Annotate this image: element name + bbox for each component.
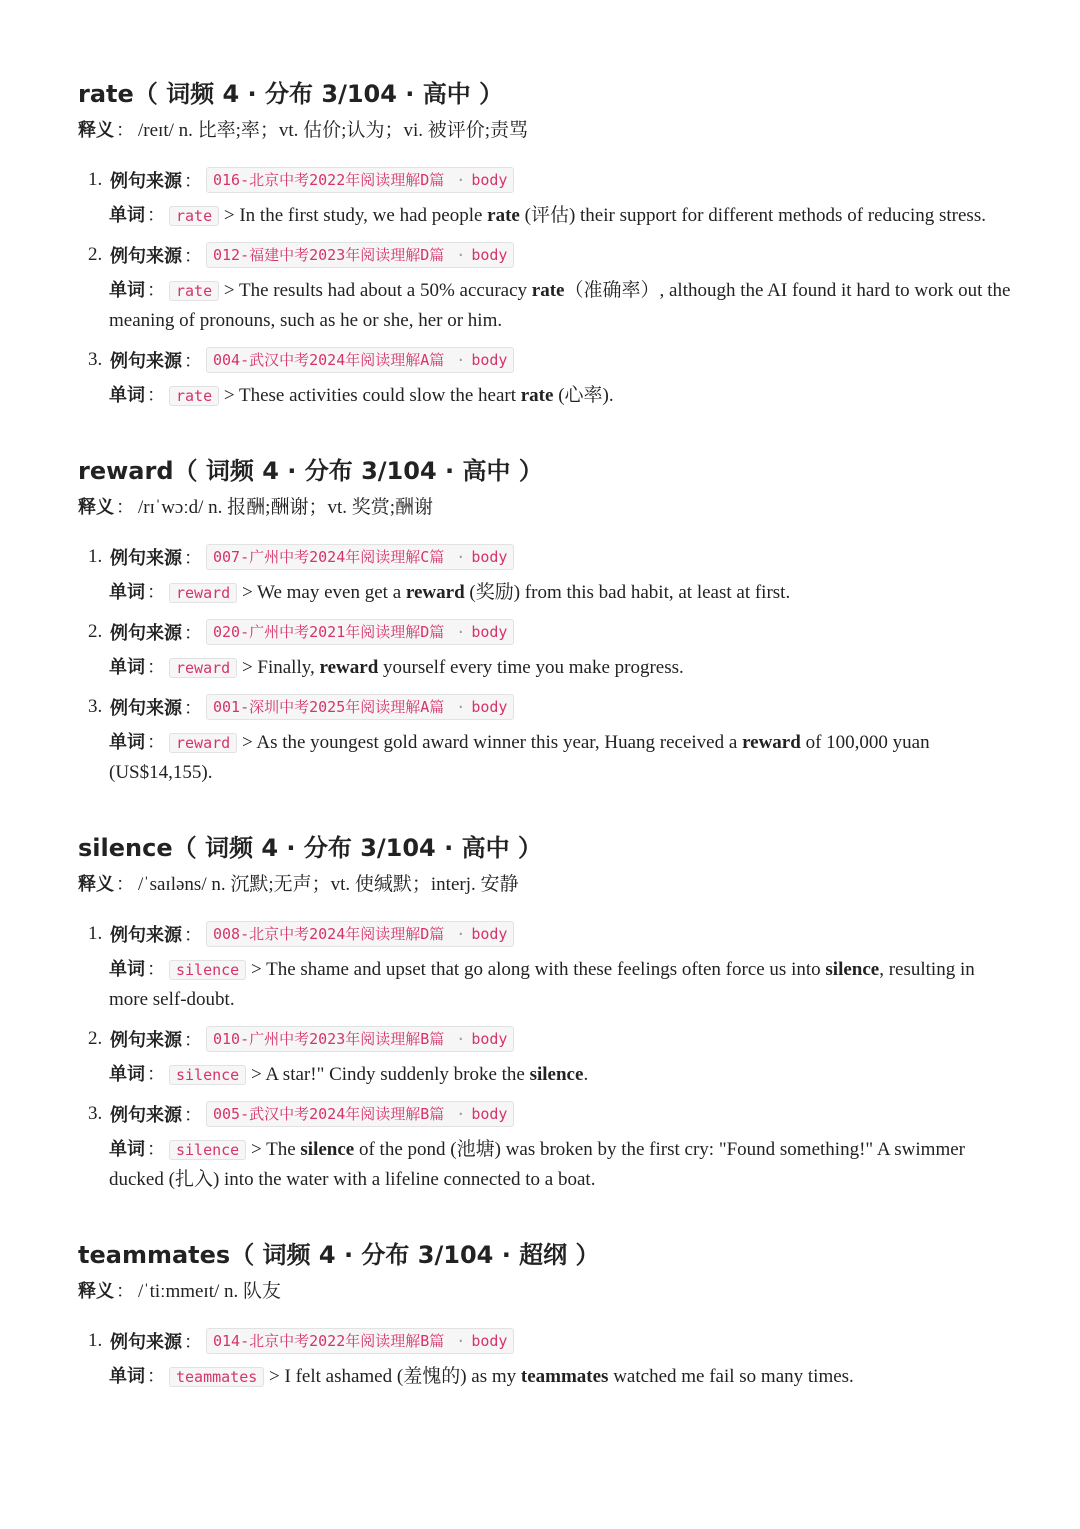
sentence-post: (心率). (553, 385, 614, 406)
colon: ： (147, 1366, 165, 1387)
source-code-tag (206, 1101, 514, 1127)
source-code-tag (206, 694, 514, 720)
word-line (78, 276, 1018, 336)
word-line (78, 381, 1018, 411)
word-entry (78, 453, 1018, 788)
word-entry (78, 830, 1018, 1195)
example-number: 1. (88, 169, 103, 190)
separator-dot: · (456, 1332, 466, 1350)
body-tag: body (471, 1030, 508, 1048)
document-page (78, 76, 1018, 1434)
source-label: 例句来源 (110, 623, 182, 644)
separator-dot: · (456, 246, 466, 264)
source-text: 008-北京中考2024年阅读理解D篇 (213, 925, 445, 943)
sentence-pre: > Finally, (241, 657, 320, 678)
source-label: 例句来源 (110, 698, 182, 719)
source-text: 012-福建中考2023年阅读理解D篇 (213, 246, 445, 264)
colon: ： (184, 246, 202, 267)
colon: ： (184, 351, 202, 372)
word-entry (78, 76, 1018, 411)
source-code-tag (206, 347, 514, 373)
word-line (78, 1135, 1018, 1195)
example-item (78, 916, 1018, 1015)
word-code-tag: silence (169, 960, 246, 980)
example-number: 1. (88, 1330, 103, 1351)
example-item (78, 237, 1018, 336)
definition-label: 释义 (78, 120, 114, 141)
colon: ： (184, 548, 202, 569)
source-code-tag (206, 1026, 514, 1052)
definition-text: /ˈtiːmmeɪt/ n. 队友 (138, 1281, 282, 1302)
source-text: 016-北京中考2022年阅读理解D篇 (213, 171, 445, 189)
example-sentence (264, 1366, 854, 1387)
colon: ： (147, 732, 165, 753)
body-tag: body (471, 1105, 508, 1123)
example-number: 3. (88, 696, 103, 717)
source-line (78, 162, 1018, 198)
sentence-pre: > These activities could slow the heart (223, 385, 521, 406)
separator-dot: · (456, 925, 466, 943)
sentence-post: (奖励) from this bad habit, at least at first. (464, 582, 791, 603)
source-label: 例句来源 (110, 351, 182, 372)
word-code-tag: reward (169, 733, 237, 753)
source-label: 例句来源 (110, 1332, 182, 1353)
body-tag: body (471, 171, 508, 189)
word-label: 单词 (109, 1064, 145, 1085)
word-code-tag: silence (169, 1140, 246, 1160)
example-number: 3. (88, 1103, 103, 1124)
colon: ： (116, 1281, 134, 1302)
source-code-tag (206, 1328, 514, 1354)
separator-dot: · (456, 1030, 466, 1048)
example-item (78, 342, 1018, 411)
word-code-tag: rate (169, 386, 219, 406)
example-number: 2. (88, 1028, 103, 1049)
separator-dot: · (456, 698, 466, 716)
example-item (78, 1096, 1018, 1195)
example-item (78, 539, 1018, 608)
sentence-pre: > The shame and upset that go along with these feelings often force us into (250, 959, 826, 980)
example-number: 1. (88, 923, 103, 944)
source-line (78, 689, 1018, 725)
word-code-tag: reward (169, 583, 237, 603)
definition-line (78, 870, 1018, 900)
definition-label: 释义 (78, 874, 114, 895)
sentence-keyword: teammates (520, 1366, 609, 1387)
word-code-tag: reward (169, 658, 237, 678)
source-text: 005-武汉中考2024年阅读理解B篇 (213, 1105, 445, 1123)
definition-text: /ˈsaɪləns/ n. 沉默;无声；vt. 使缄默；interj. 安静 (138, 874, 519, 895)
sentence-post: of the pond (池塘) was broken by the first cry: "Found something!" A swimmer ducked (扎入) into the water with a lifeline connected to a boat. (109, 1139, 965, 1190)
sentence-post: . (583, 1064, 589, 1085)
example-number: 1. (88, 546, 103, 567)
colon: ： (184, 698, 202, 719)
colon: ： (147, 1064, 165, 1085)
source-line (78, 237, 1018, 273)
sentence-pre: > In the first study, we had people (223, 205, 488, 226)
definition-line (78, 493, 1018, 523)
source-text: 020-广州中考2021年阅读理解D篇 (213, 623, 445, 641)
colon: ： (184, 1332, 202, 1353)
sentence-pre: > The results had about a 50% accuracy (223, 280, 532, 301)
body-tag: body (471, 548, 508, 566)
body-tag: body (471, 698, 508, 716)
colon: ： (116, 120, 134, 141)
word-line (78, 955, 1018, 1015)
source-line (78, 916, 1018, 952)
example-item (78, 1323, 1018, 1392)
definition-label: 释义 (78, 1281, 114, 1302)
word-line (78, 728, 1018, 788)
separator-dot: · (456, 1105, 466, 1123)
colon: ： (147, 280, 165, 301)
source-code-tag (206, 242, 514, 268)
sentence-keyword: reward (405, 582, 465, 603)
example-sentence (237, 657, 684, 678)
example-item (78, 614, 1018, 683)
example-number: 2. (88, 621, 103, 642)
source-label: 例句来源 (110, 246, 182, 267)
colon: ： (184, 925, 202, 946)
word-code-tag: rate (169, 206, 219, 226)
colon: ： (184, 1105, 202, 1126)
sentence-keyword: silence (825, 959, 880, 980)
source-text: 007-广州中考2024年阅读理解C篇 (213, 548, 445, 566)
sentence-post: watched me fail so many times. (608, 1366, 854, 1387)
colon: ： (147, 657, 165, 678)
source-code-tag (206, 544, 514, 570)
word-entry (78, 1237, 1018, 1392)
example-sentence (237, 582, 790, 603)
source-line (78, 1096, 1018, 1132)
word-label: 单词 (109, 959, 145, 980)
source-line (78, 1021, 1018, 1057)
word-line (78, 1362, 1018, 1392)
sentence-pre: > As the youngest gold award winner this year, Huang received a (241, 732, 743, 753)
example-sentence (219, 385, 613, 406)
source-code-tag (206, 619, 514, 645)
body-tag: body (471, 246, 508, 264)
sentence-pre: > We may even get a (241, 582, 406, 603)
word-label: 单词 (109, 280, 145, 301)
example-sentence (246, 1064, 588, 1085)
definition-text: /rɪˈwɔːd/ n. 报酬;酬谢；vt. 奖赏;酬谢 (138, 497, 434, 518)
example-number: 2. (88, 244, 103, 265)
colon: ： (147, 385, 165, 406)
sentence-post: (评估) their support for different methods of reducing stress. (519, 205, 986, 226)
word-line (78, 1060, 1018, 1090)
word-label: 单词 (109, 582, 145, 603)
colon: ： (116, 497, 134, 518)
colon: ： (147, 1139, 165, 1160)
word-label: 单词 (109, 657, 145, 678)
body-tag: body (471, 925, 508, 943)
body-tag: body (471, 623, 508, 641)
example-item (78, 1021, 1018, 1090)
word-label: 单词 (109, 205, 145, 226)
separator-dot: · (456, 623, 466, 641)
source-line (78, 1323, 1018, 1359)
word-label: 单词 (109, 1139, 145, 1160)
source-text: 001-深圳中考2025年阅读理解A篇 (213, 698, 445, 716)
body-tag: body (471, 351, 508, 369)
colon: ： (147, 582, 165, 603)
separator-dot: · (456, 351, 466, 369)
sentence-keyword: reward (742, 732, 801, 753)
source-code-tag (206, 921, 514, 947)
source-label: 例句来源 (110, 1030, 182, 1051)
entry-title: teammates（ 词频 4 · 分布 3/104 · 超纲 ） (78, 1241, 600, 1269)
definition-label: 释义 (78, 497, 114, 518)
colon: ： (147, 959, 165, 980)
word-label: 单词 (109, 385, 145, 406)
word-code-tag: silence (169, 1065, 246, 1085)
source-line (78, 539, 1018, 575)
sentence-keyword: silence (300, 1139, 355, 1160)
source-line (78, 614, 1018, 650)
entry-title: rate（ 词频 4 · 分布 3/104 · 高中 ） (78, 80, 504, 108)
sentence-keyword: rate (487, 205, 520, 226)
definition-text: /reɪt/ n. 比率;率；vt. 估价;认为；vi. 被评价;责骂 (138, 120, 529, 141)
source-label: 例句来源 (110, 548, 182, 569)
word-line (78, 653, 1018, 683)
example-item (78, 689, 1018, 788)
example-item (78, 162, 1018, 231)
source-label: 例句来源 (110, 925, 182, 946)
word-label: 单词 (109, 732, 145, 753)
sentence-pre: > A star!" Cindy suddenly broke the (250, 1064, 530, 1085)
word-line (78, 578, 1018, 608)
word-line (78, 201, 1018, 231)
example-number: 3. (88, 349, 103, 370)
word-code-tag: rate (169, 281, 219, 301)
source-text: 004-武汉中考2024年阅读理解A篇 (213, 351, 445, 369)
sentence-post: yourself every time you make progress. (378, 657, 684, 678)
separator-dot: · (456, 171, 466, 189)
source-code-tag (206, 167, 514, 193)
entry-title: reward（ 词频 4 · 分布 3/104 · 高中 ） (78, 457, 543, 485)
source-label: 例句来源 (110, 1105, 182, 1126)
body-tag: body (471, 1332, 508, 1350)
separator-dot: · (456, 548, 466, 566)
sentence-keyword: rate (531, 280, 565, 301)
definition-line (78, 1277, 1018, 1307)
colon: ： (184, 1030, 202, 1051)
source-text: 010-广州中考2023年阅读理解B篇 (213, 1030, 445, 1048)
colon: ： (184, 623, 202, 644)
sentence-pre: > I felt ashamed (羞愧的) as my (269, 1366, 521, 1387)
example-sentence (109, 280, 1010, 331)
sentence-keyword: silence (529, 1064, 584, 1085)
sentence-post: （准确率）, although the AI found it hard to work out the meaning of pronouns, such as he or she, her or him. (109, 280, 1011, 331)
colon: ： (184, 171, 202, 192)
source-line (78, 342, 1018, 378)
source-label: 例句来源 (110, 171, 182, 192)
definition-line (78, 116, 1018, 146)
example-sentence (219, 205, 986, 226)
sentence-pre: > The (250, 1139, 301, 1160)
sentence-post: , resulting in more self-doubt. (109, 959, 975, 1010)
word-code-tag: teammates (169, 1367, 264, 1387)
sentence-keyword: reward (319, 657, 379, 678)
entry-title: silence（ 词频 4 · 分布 3/104 · 高中 ） (78, 834, 542, 862)
sentence-keyword: rate (520, 385, 554, 406)
colon: ： (116, 874, 134, 895)
word-label: 单词 (109, 1366, 145, 1387)
sentence-post: of 100,000 yuan (US$14,155). (109, 732, 930, 783)
colon: ： (147, 205, 165, 226)
source-text: 014-北京中考2022年阅读理解B篇 (213, 1332, 445, 1350)
